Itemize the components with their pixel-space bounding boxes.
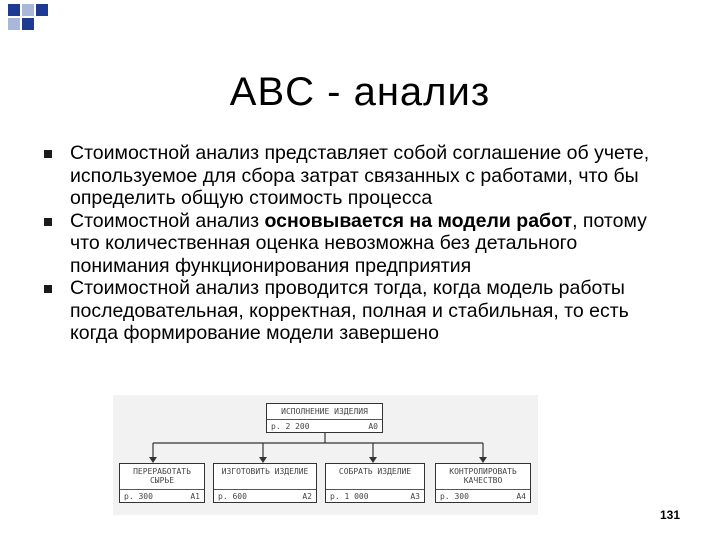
node-divider [214, 489, 316, 490]
node-cost: р. 1 000 [330, 492, 369, 501]
bullet-text-pre: Стоимостной анализ [70, 209, 265, 232]
node-label: ПЕРЕРАБОТАТЬ СЫРЬЕ [133, 467, 191, 485]
bullet-square-icon [44, 150, 52, 158]
node-cost: р. 600 [218, 492, 247, 501]
node-divider [326, 489, 424, 490]
diagram-child-node [213, 463, 317, 503]
bullet-item [40, 277, 680, 345]
bullet-square-icon [44, 285, 52, 293]
node-code: А1 [190, 492, 200, 501]
diagram-child-node [325, 463, 425, 503]
node-divider [267, 419, 382, 420]
node-label: ИСПОЛНЕНИЕ ИЗДЕЛИЯ [281, 407, 368, 416]
diagram-child-node [119, 463, 205, 503]
bullet-square-icon [44, 218, 52, 226]
node-divider [436, 489, 530, 490]
bullet-item [40, 142, 680, 210]
node-cost: р. 2 200 [271, 422, 310, 431]
node-cost: р. 300 [440, 492, 469, 501]
bullet-text: Стоимостной анализ проводится тогда, когда модель работы последовательная, корректная, полная и стабильная, то есть когда формирование модели завершено [70, 277, 629, 344]
node-label: ИЗГОТОВИТЬ ИЗДЕЛИЕ [221, 467, 309, 476]
node-cost: р. 300 [124, 492, 153, 501]
bullet-text: Стоимостной анализ представляет собой соглашение об учете, используемое для сбора затрат связанных с работами, что бы определить общую стоимость процесса [70, 142, 650, 209]
node-code: А4 [516, 492, 526, 501]
bullet-text-post: , потому что количественная оценка невозможна без детального понимания функционирования предприятия [70, 209, 647, 277]
node-code: А3 [410, 492, 420, 501]
diagram-root-node [266, 403, 383, 433]
slide-title: ABC - анализ [229, 70, 491, 114]
bullet-text-bold: основывается на модели работ [264, 209, 573, 232]
node-label: КОНТРОЛИРОВАТЬ КАЧЕСТВО [449, 467, 517, 485]
page-number: 131 [659, 508, 680, 522]
bullet-list [40, 142, 680, 345]
diagram-child-node [435, 463, 531, 503]
activity-cost-diagram [113, 395, 538, 515]
node-code: А2 [302, 492, 312, 501]
node-divider [120, 489, 204, 490]
slide-corner-decoration [0, 0, 70, 40]
node-code: А0 [368, 422, 378, 431]
bullet-item [40, 210, 680, 278]
node-label: СОБРАТЬ ИЗДЕЛИЕ [338, 467, 412, 476]
